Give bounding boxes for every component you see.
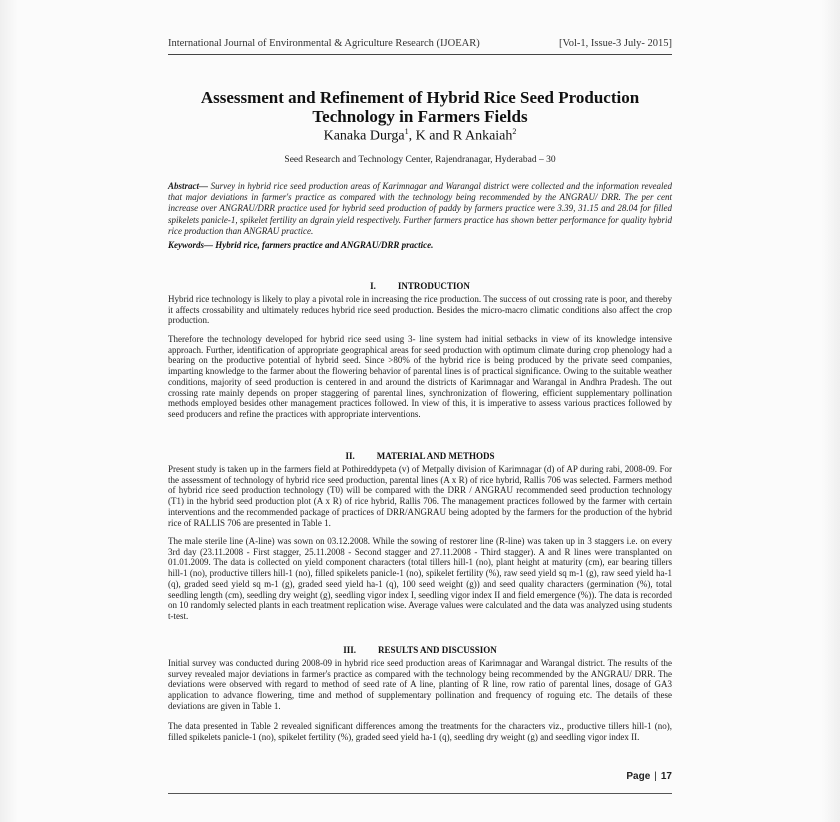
author-1: Kanaka Durga [323, 128, 405, 144]
section-number: III. [343, 645, 357, 655]
page-footer [626, 771, 672, 782]
section-number: I. [370, 281, 376, 291]
section-heading-introduction [168, 281, 672, 291]
keywords: Keywords— Hybrid rice, farmers practice and ANGRAU/DRR practice. [168, 240, 434, 250]
abstract-label: Abstract— [168, 181, 209, 191]
section-heading-results [168, 645, 672, 655]
page-separator: | [654, 771, 657, 782]
journal-name: International Journal of Environmental & Agriculture Research (IJOEAR) [168, 38, 480, 49]
affiliation: Seed Research and Technology Center, Rajendranagar, Hyderabad – 30 [284, 155, 556, 165]
section-title: INTRODUCTION [397, 281, 470, 291]
page-label: Page [626, 771, 651, 782]
abstract-text: Survey in hybrid rice seed production areas of Karimnagar and Warangal district were collected and the information revealed that major deviations in farmer's practice as compared with the technology being recommended by the ANGRAU/ DRR. The per cent increase over ANGRAU/DRR practice used for hybrid seed production of paddy by farmers practice were 3.39, 31.15 and 28.04 for filled spikelets panicle-1, spikelet fertility an dgrain yield respectively. Further farmers practice has shown better performance for quality hybrid rice production than ANGRAU practice. [168, 181, 672, 236]
paragraph-intro-1: Hybrid rice technology is likely to play a pivotal role in increasing the rice production. The success of out crossing rate is poor, and thereby it affects crossability and ultimately reduces hybrid rice seed production. Besides the micro-macro climatic conditions also affect the crop production. [168, 294, 672, 326]
author-2: , K and R Ankaiah [408, 128, 513, 144]
abstract [168, 181, 672, 237]
author-2-affiliation-mark: 2 [512, 127, 517, 136]
paragraph-results-1: Initial survey was conducted during 2008-09 in hybrid rice seed production areas of Karimnagar and Warangal district. The results of the survey revealed major deviations in farmer's practice as compared with the technology being recommended by the ANGRAU/ DRR. The deviations were observed with regard to method of seed rate of A line, planting of R line, row ratio of parental lines, dosage of GA3 application to advance flowering, time and method of supplementary pollination and frequency of roguing etc. The details of these deviations are given in Table 1. [168, 658, 672, 711]
paragraph-intro-2: Therefore the technology developed for hybrid rice seed using 3- line system had initial setbacks in view of its knowledge intensive approach. Further, identification of appropriate geographical areas for seed production with optimum climate during crop phenology had a bearing on the productive potential of hybrid seed. Since >80% of the hybrid rice is being produced by the private seed companies, imparting knowledge to the farmer about the flowering behavior of parental lines is of practical significance. Owing to the suitable weather conditions, majority of seed production is centered in and around the districts of Karimnagar and Warangal in Andhra Pradesh. The out crossing rate mainly depends on proper staggering of parental lines, synchronization of flowering, efficient supplementary pollination methods employed besides other management practices followed. In view of this, it is imperative to assess various practices followed by seed producers and refine the practices with appropriate interventions. [168, 334, 672, 419]
paragraph-methods-2: The male sterile line (A-line) was sown on 03.12.2008. While the sowing of restorer line (R-line) was taken up in 3 staggers i.e. on every 3rd day (23.11.2008 - First stagger, 25.11.2008 - Second stagger and 27.11.2008 - Third stagger). A and R lines were transplanted on 01.01.2009. The data is collected on yield component characters (total tillers hill-1 (no), plant height at maturity (cm), ear bearing tillers hill-1 (no), productive tillers hill-1 (no), filled spikelets panicle-1 (no), spikelet fertility (%), raw seed yield sq m-1 (g), raw seed yield ha-1 (q), graded seed yield sq m-1 (g), graded seed yield ha-1 (q), 100 seed weight (g)) and seed quality characters (germination (%), total seedling length (cm), seedling dry weight (g), seedling vigor index I, seedling vigor index II and field emergence (%)). The data is recorded on 10 randomly selected plants in each treatment replication wise. Average values were calculated and the data was analyzed using students t-test. [168, 536, 672, 621]
author-line [168, 127, 672, 145]
footer-divider [168, 793, 672, 794]
section-title: RESULTS AND DISCUSSION [378, 645, 497, 655]
paper-title: Assessment and Refinement of Hybrid Rice Seed Production Technology in Farmers Fields [200, 88, 640, 126]
header-divider [168, 54, 672, 55]
section-title: MATERIAL AND METHODS [376, 451, 495, 461]
paragraph-results-2: The data presented in Table 2 revealed significant differences among the treatments for the characters viz., productive tillers hill-1 (no), filled spikelets panicle-1 (no), spikelet fertility (%), graded seed yield ha-1 (q), seedling dry weight (g) and seedling vigor index II. [168, 721, 672, 742]
section-heading-methods [168, 451, 672, 461]
running-header [168, 38, 672, 49]
author-1-affiliation-mark: 1 [404, 127, 409, 136]
section-number: II. [345, 451, 355, 461]
page-number: 17 [660, 771, 672, 782]
issue-info: [Vol-1, Issue-3 July- 2015] [559, 38, 672, 49]
paragraph-methods-1: Present study is taken up in the farmers field at Pothireddypeta (v) of Metpally division of Karimnagar (d) of AP during rabi, 2008-09. For the assessment of technology of hybrid rice seed production, parental lines (A x R) of rice hybrid, Rallis 706 was selected. Farmers method of hybrid rice seed production technology (T0) will be compared with the DRR / ANGRAU recommended seed production technology (T1) in the hybrid seed production plot (A x R) of rice hybrid, Rallis 706. The management practices followed by the farmer with certain interventions and the recommended package of practices of DRR/ANGRAU being adopted by the farmers for the production of the hybrid rice of RALLIS 706 are presented in Table 1. [168, 464, 672, 528]
